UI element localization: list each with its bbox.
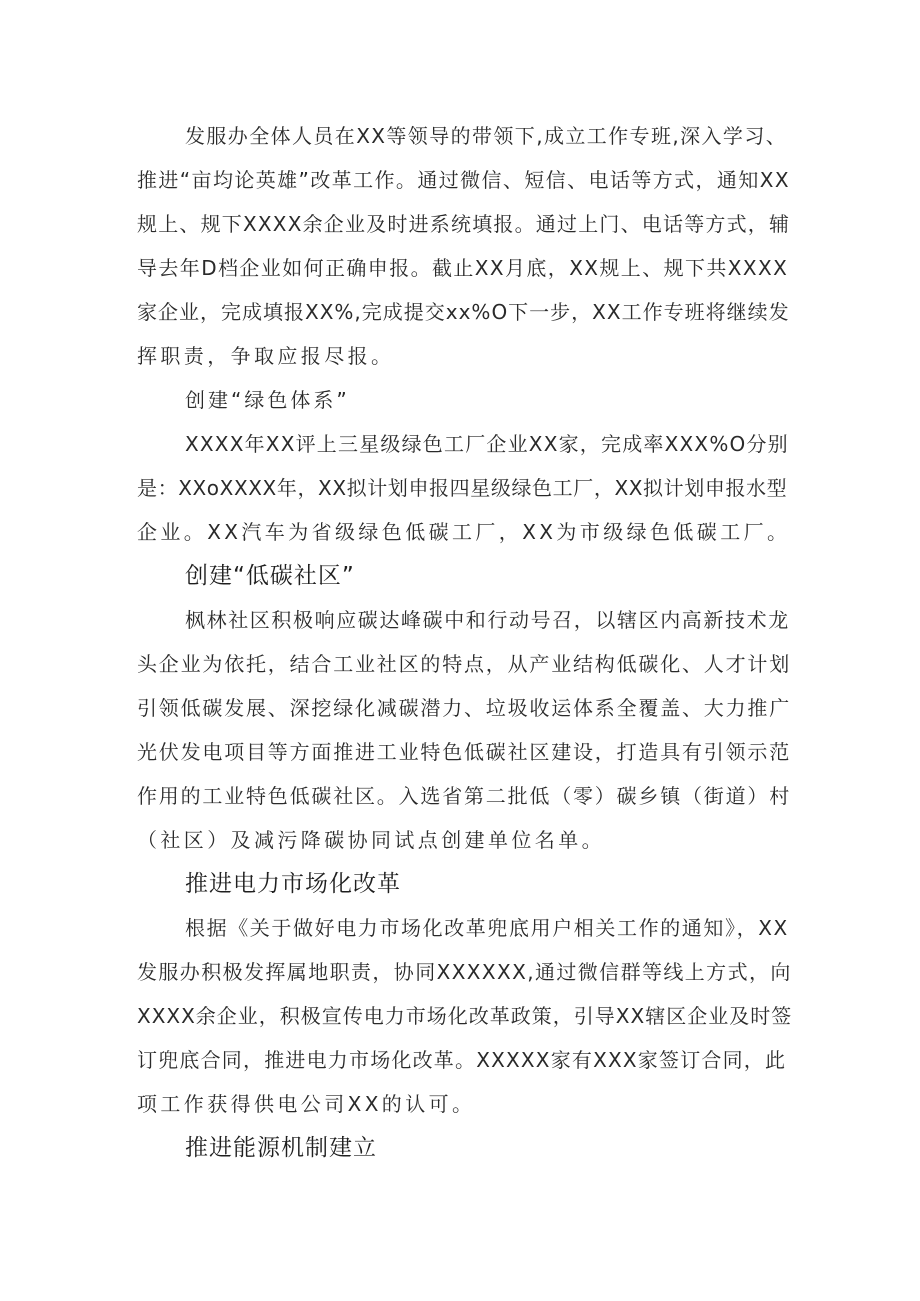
body-text-line: 订兜底合同，推进电力市场化改革。XXXXX家有XXX家签订合同，此 xyxy=(137,1048,787,1072)
section-heading: 创建“低碳社区” xyxy=(185,563,355,589)
body-text-line: 项工作获得供电公司XX的认可。 xyxy=(137,1092,476,1116)
body-text-line: 企业。XX汽车为省级绿色低碳工厂，XX为市级绿色低碳工厂。 xyxy=(137,520,791,544)
body-text-line: （社区）及减污降碳协同试点创建单位名单。 xyxy=(137,828,605,852)
body-text-line: 推进“亩均论英雄”改革工作。通过微信、短信、电话等方式，通知XX xyxy=(137,168,790,192)
body-text-line: 挥职责，争取应报尽报。 xyxy=(137,344,395,368)
body-text-line: 规上、规下XXXX余企业及时进系统填报。通过上门、电话等方式，辅 xyxy=(137,212,791,236)
body-text-line: XXXX余企业，积极宣传电力市场化改革政策，引导XX辖区企业及时签 xyxy=(137,1004,793,1028)
body-text-line: XXXX年XX评上三星级绿色工厂企业XX家，完成率XXX%O分别 xyxy=(185,432,789,456)
body-text-line: 是：XXoXXXX年，XX拟计划申报四星级绿色工厂，XX拟计划申报水型 xyxy=(137,476,788,500)
body-text-line: 头企业为依托，结合工业社区的特点，从产业结构低碳化、人才计划 xyxy=(137,652,791,676)
section-heading: 推进电力市场化改革 xyxy=(185,871,401,897)
body-text-line: 导去年D档企业如何正确申报。截止XX月底，XX规上、规下共XXXX xyxy=(137,256,789,280)
body-text-line: 家企业，完成填报XX%,完成提交xx%O下一步，XX工作专班将继续发 xyxy=(137,300,790,324)
body-text-line: 枫林社区积极响应碳达峰碳中和行动号召，以辖区内高新技术龙 xyxy=(185,608,790,632)
body-text-line: 根据《关于做好电力市场化改革兜底用户相关工作的通知》，XX xyxy=(185,916,789,940)
body-text-line: 发服办积极发挥属地职责，协同XXXXXX,通过微信群等线上方式，向 xyxy=(137,960,792,984)
section-subheading: 创建“绿色体系” xyxy=(185,388,350,412)
body-text-line: 光伏发电项目等方面推进工业特色低碳社区建设，打造具有引领示范 xyxy=(137,740,791,764)
body-text-line: 作用的工业特色低碳社区。入选省第二批低（零）碳乡镇（街道）村 xyxy=(137,784,791,808)
body-text-line: 引领低碳发展、深挖绿化减碳潜力、垃圾收运体系全覆盖、大力推广 xyxy=(137,696,791,720)
section-heading: 推进能源机制建立 xyxy=(185,1135,377,1161)
body-text-line: 发服办全体人员在XX等领导的带领下,成立工作专班,深入学习、 xyxy=(185,124,788,148)
